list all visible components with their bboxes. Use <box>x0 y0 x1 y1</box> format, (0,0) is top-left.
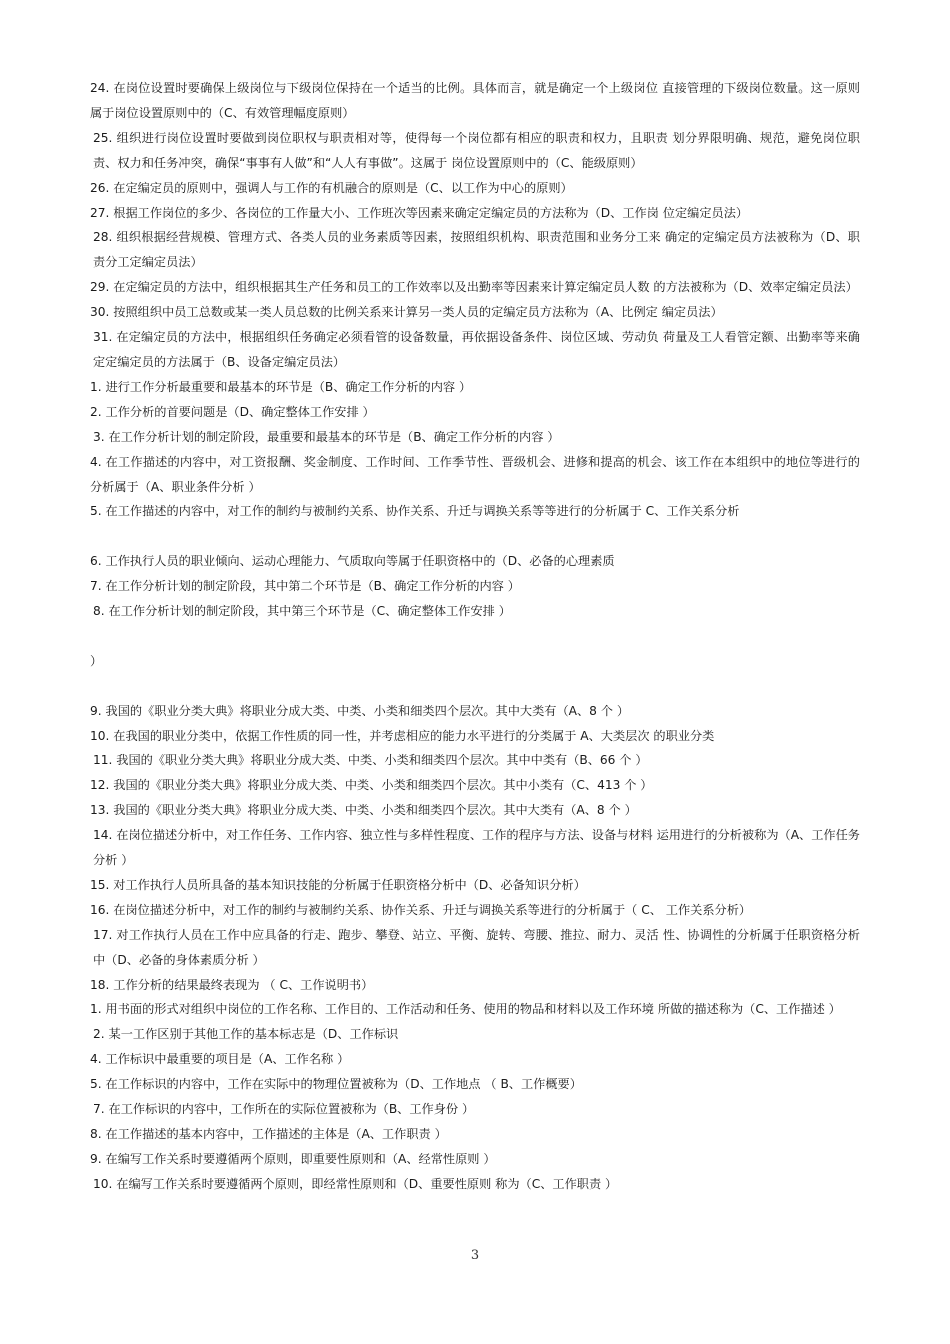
document-body <box>90 76 860 1197</box>
question-paragraph: 31. 在定编定员的方法中，根据组织任务确定必须看管的设备数量，再依据设备条件、岗位区域、劳动负 荷量及工人看管定额、出勤率等来确定定编定员的方法属于（B、设备定编定员法） <box>93 330 860 369</box>
question-paragraph: 15. 对工作执行人员所具备的基本知识技能的分析属于任职资格分析中（D、必备知识分析） <box>90 877 586 892</box>
blank-line <box>90 524 860 549</box>
question-paragraph: 1. 进行工作分析最重要和最基本的环节是（B、确定工作分析的内容 ） <box>90 379 472 394</box>
question-paragraph: 2. 工作分析的首要问题是（D、确定整体工作安排 ） <box>90 404 375 419</box>
question-paragraph: 2. 某一工作区别于其他工作的基本标志是（D、工作标识 <box>93 1027 399 1042</box>
question-paragraph: 10. 在编写工作关系时要遵循两个原则，即经常性原则和（D、重要性原则 称为（C、工作职责 ） <box>93 1176 618 1191</box>
question-paragraph: 26. 在定编定员的原则中，强调人与工作的有机融合的原则是（C、以工作为中心的原则） <box>90 180 573 195</box>
question-paragraph: 30. 按照组织中员工总数或某一类人员总数的比例关系来计算另一类人员的定编定员方法称为（A、比例定 编定员法） <box>90 305 723 320</box>
question-paragraph: 16. 在岗位描述分析中，对工作的制约与被制约关系、协作关系、升迁与调换关系等进行的分析属于（ C、 工作关系分析） <box>90 902 752 917</box>
question-paragraph: 1. 用书面的形式对组织中岗位的工作名称、工作目的、工作活动和任务、使用的物品和材料以及工作环境 所做的描述称为（C、工作描述 ） <box>90 1002 841 1017</box>
question-paragraph: 8. 在工作描述的基本内容中，工作描述的主体是（A、工作职责 ） <box>90 1127 447 1142</box>
question-paragraph: 17. 对工作执行人员在工作中应具备的行走、跑步、攀登、站立、平衡、旋转、弯腰、推拉、耐力、灵活 性、协调性的分析属于任职资格分析中（D、必备的身体素质分析 ） <box>93 927 860 967</box>
question-paragraph: 28. 组织根据经营规模、管理方式、各类人员的业务素质等因素，按照组织机构、职责范围和业务分工来 确定的定编定员方法被称为（D、职责分工定编定员法） <box>93 230 860 270</box>
question-paragraph: 4. 工作标识中最重要的项目是（A、工作名称 ） <box>90 1052 350 1067</box>
question-paragraph: 8. 在工作分析计划的制定阶段，其中第三个环节是（C、确定整体工作安排 ） <box>93 604 511 619</box>
question-paragraph: ） <box>90 653 103 668</box>
question-paragraph: 5. 在工作描述的内容中，对工作的制约与被制约关系、协作关系、升迁与调换关系等等进行的分析属于 C、工作关系分析 <box>90 504 740 519</box>
question-paragraph: 12. 我国的《职业分类大典》将职业分成大类、中类、小类和细类四个层次。其中小类有（C、413 个 ） <box>90 778 653 793</box>
question-paragraph: 7. 在工作标识的内容中，工作所在的实际位置被称为（B、工作身份 ） <box>93 1102 475 1117</box>
question-paragraph: 9. 我国的《职业分类大典》将职业分成大类、中类、小类和细类四个层次。其中大类有（A、8 个 ） <box>90 703 630 718</box>
page-number: 3 <box>470 1248 480 1263</box>
question-paragraph: 9. 在编写工作关系时要遵循两个原则，即重要性原则和（A、经常性原则 ） <box>90 1151 496 1166</box>
question-paragraph: 14. 在岗位描述分析中，对工作任务、工作内容、独立性与多样性程度、工作的程序与方法、设备与材料 运用进行的分析被称为（A、工作任务分析 ） <box>93 828 860 868</box>
question-paragraph: 11. 我国的《职业分类大典》将职业分成大类、中类、小类和细类四个层次。其中中类有（B、66 个 ） <box>93 753 648 768</box>
question-paragraph: 18. 工作分析的结果最终表现为 （ C、工作说明书） <box>90 977 374 992</box>
question-paragraph: 3. 在工作分析计划的制定阶段，最重要和最基本的环节是（B、确定工作分析的内容 ） <box>93 429 560 444</box>
question-paragraph: 25. 组织进行岗位设置时要做到岗位职权与职责相对等，使得每一个岗位都有相应的职责和权力，且职责 划分界限明确、规范，避免岗位职责、权力和任务冲突，确保“事事有人做”和“人人有事做”。这属于 岗位设置原则中的（C、能级原则） <box>93 130 860 170</box>
question-paragraph: 5. 在工作标识的内容中，工作在实际中的物理位置被称为（D、工作地点 （ B、工作概要） <box>90 1077 582 1092</box>
question-paragraph: 24. 在岗位设置时要确保上级岗位与下级岗位保持在一个适当的比例。具体而言，就是确定一个上级岗位 直接管理的下级岗位数量。这一原则属于岗位设置原则中的（C、有效管理幅度原则） <box>90 81 860 120</box>
question-paragraph: 10. 在我国的职业分类中，依据工作性质的同一性，并考虑相应的能力水平进行的分类属于 A、大类层次 的职业分类 <box>90 728 715 743</box>
question-paragraph: 4. 在工作描述的内容中，对工资报酬、奖金制度、工作时间、工作季节性、晋级机会、进修和提高的机会、该工作在本组织中的地位等进行的分析属于（A、职业条件分析 ） <box>90 454 860 494</box>
question-paragraph: 6. 工作执行人员的职业倾向、运动心理能力、气质取向等属于任职资格中的（D、必备的心理素质 <box>90 554 615 569</box>
question-paragraph: 13. 我国的《职业分类大典》将职业分成大类、中类、小类和细类四个层次。其中大类有（A、8 个 ） <box>90 803 637 818</box>
blank-line <box>90 624 860 649</box>
question-paragraph: 27. 根据工作岗位的多少、各岗位的工作量大小、工作班次等因素来确定定编定员的方法称为（D、工作岗 位定编定员法） <box>90 205 749 220</box>
blank-line <box>90 674 860 699</box>
question-paragraph: 7. 在工作分析计划的制定阶段，其中第二个环节是（B、确定工作分析的内容 ） <box>90 579 520 594</box>
question-paragraph: 29. 在定编定员的方法中，组织根据其生产任务和员工的工作效率以及出勤率等因素来计算定编定员人数 的方法被称为（D、效率定编定员法） <box>90 280 858 295</box>
